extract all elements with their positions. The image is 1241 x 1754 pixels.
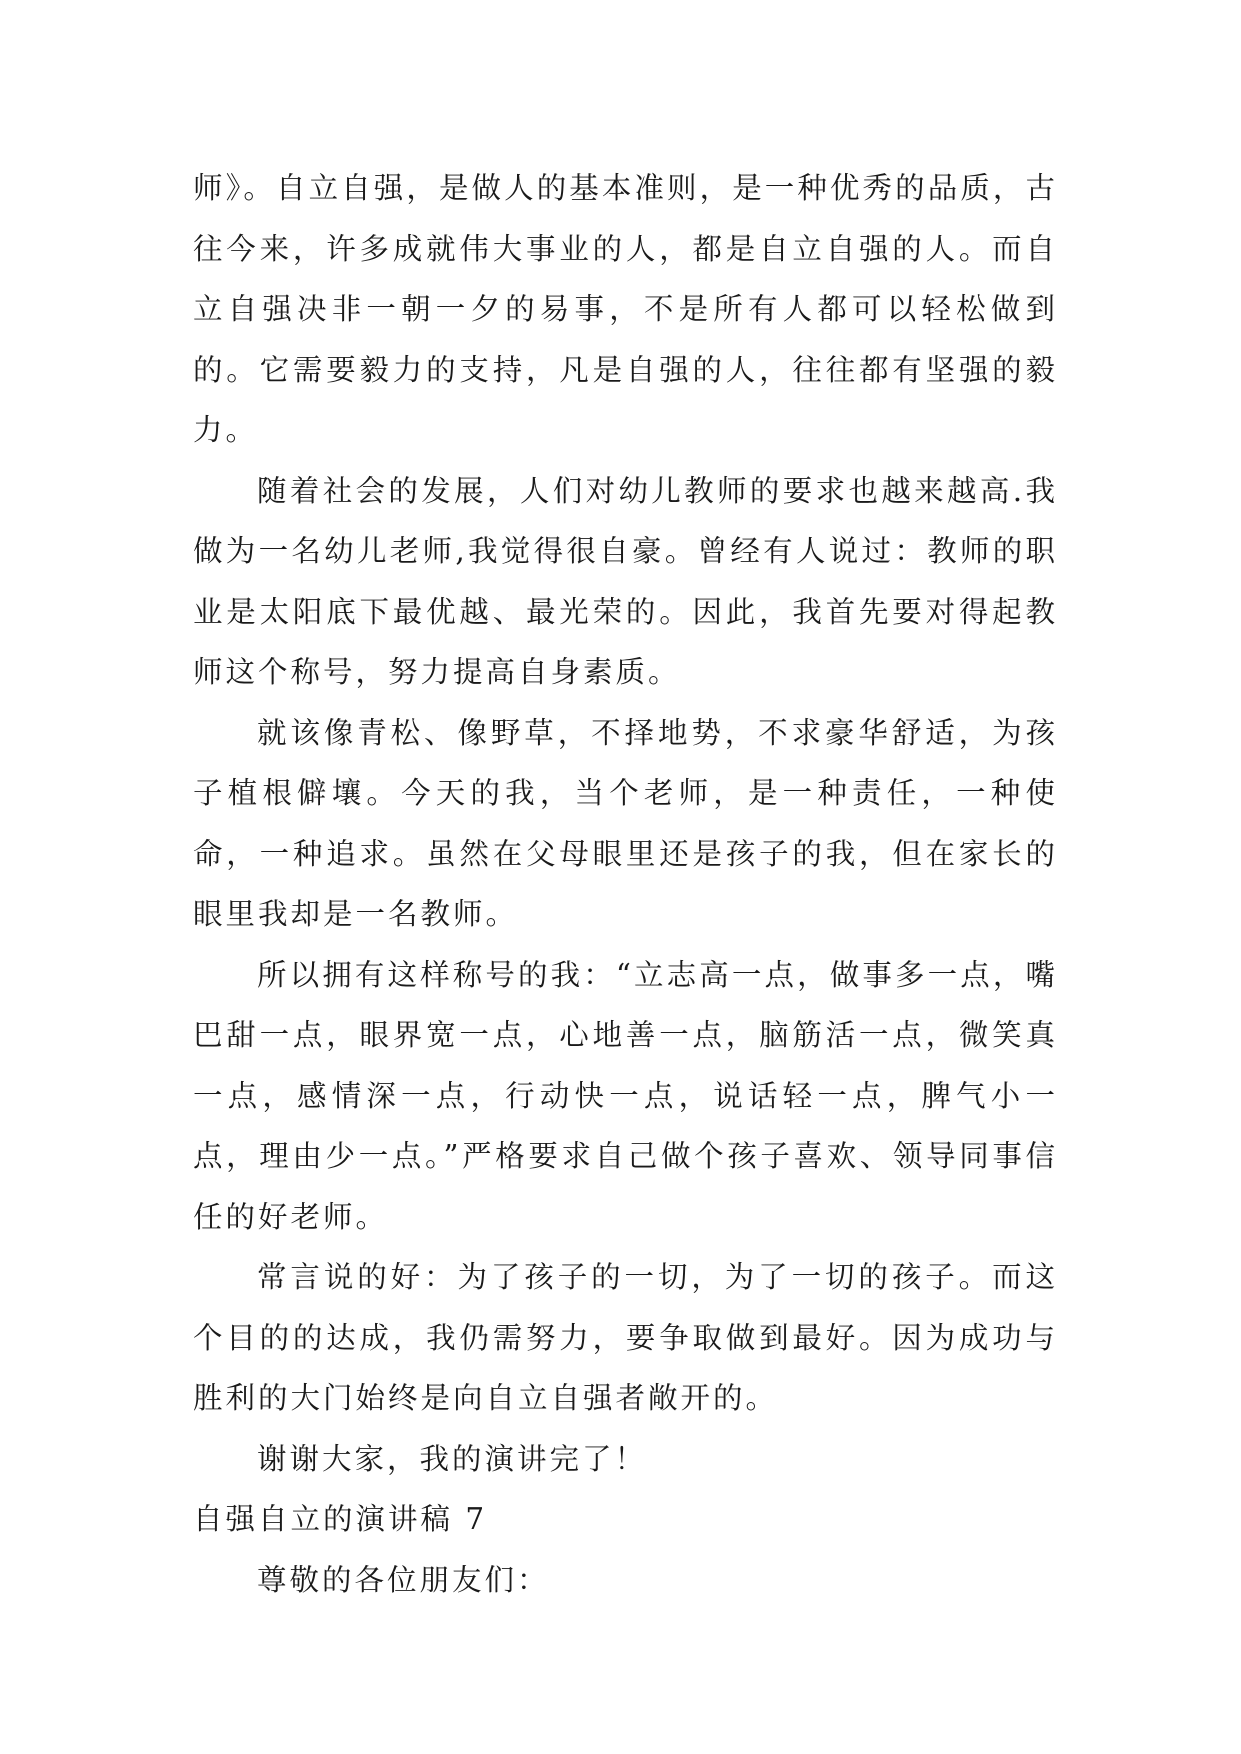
paragraph-continuation: 师》。自立自强，是做人的基本准则，是一种优秀的品质，古往今来，许多成就伟大事业的人，都是自立自强的人。而自立自强决非一朝一夕的易事，不是所有人都可以轻松做到的。它需要毅力的支持，凡是自强的人，往往都有坚强的毅力。 (193, 171, 1058, 447)
paragraph-motto: 所以拥有这样称号的我：“立志高一点，做事多一点，嘴巴甜一点，眼界宽一点，心地善一点，脑筋活一点，微笑真一点，感情深一点，行动快一点，说话轻一点，脾气小一点，理由少一点。”严格要求自己做个孩子喜欢、领导同事信任的好老师。 (193, 957, 1058, 1234)
salutation: 尊敬的各位朋友们： (257, 1562, 550, 1597)
paragraph-closing-thanks: 谢谢大家，我的演讲完了！ (257, 1441, 648, 1476)
paragraph-teacher-requirements: 随着社会的发展，人们对幼儿教师的要求也越来越高.我做为一名幼儿老师,我觉得很自豪。曾经有人说过：教师的职业是太阳底下最优越、最光荣的。因此，我首先要对得起教师这个称号，努力提高自身素质。 (193, 473, 1058, 689)
section-heading: 自强自立的演讲稿 7 (193, 1502, 488, 1536)
paragraph-pine-and-grass: 就该像青松、像野草，不择地势，不求豪华舒适，为孩子植根僻壤。今天的我，当个老师，是一种责任，一种使命，一种追求。虽然在父母眼里还是孩子的我，但在家长的眼里我却是一名教师。 (193, 715, 1058, 931)
paragraph-saying: 常言说的好：为了孩子的一切，为了一切的孩子。而这个目的的达成，我仍需努力，要争取做到最好。因为成功与胜利的大门始终是向自立自强者敞开的。 (193, 1260, 1058, 1415)
document-body (193, 158, 1058, 1610)
